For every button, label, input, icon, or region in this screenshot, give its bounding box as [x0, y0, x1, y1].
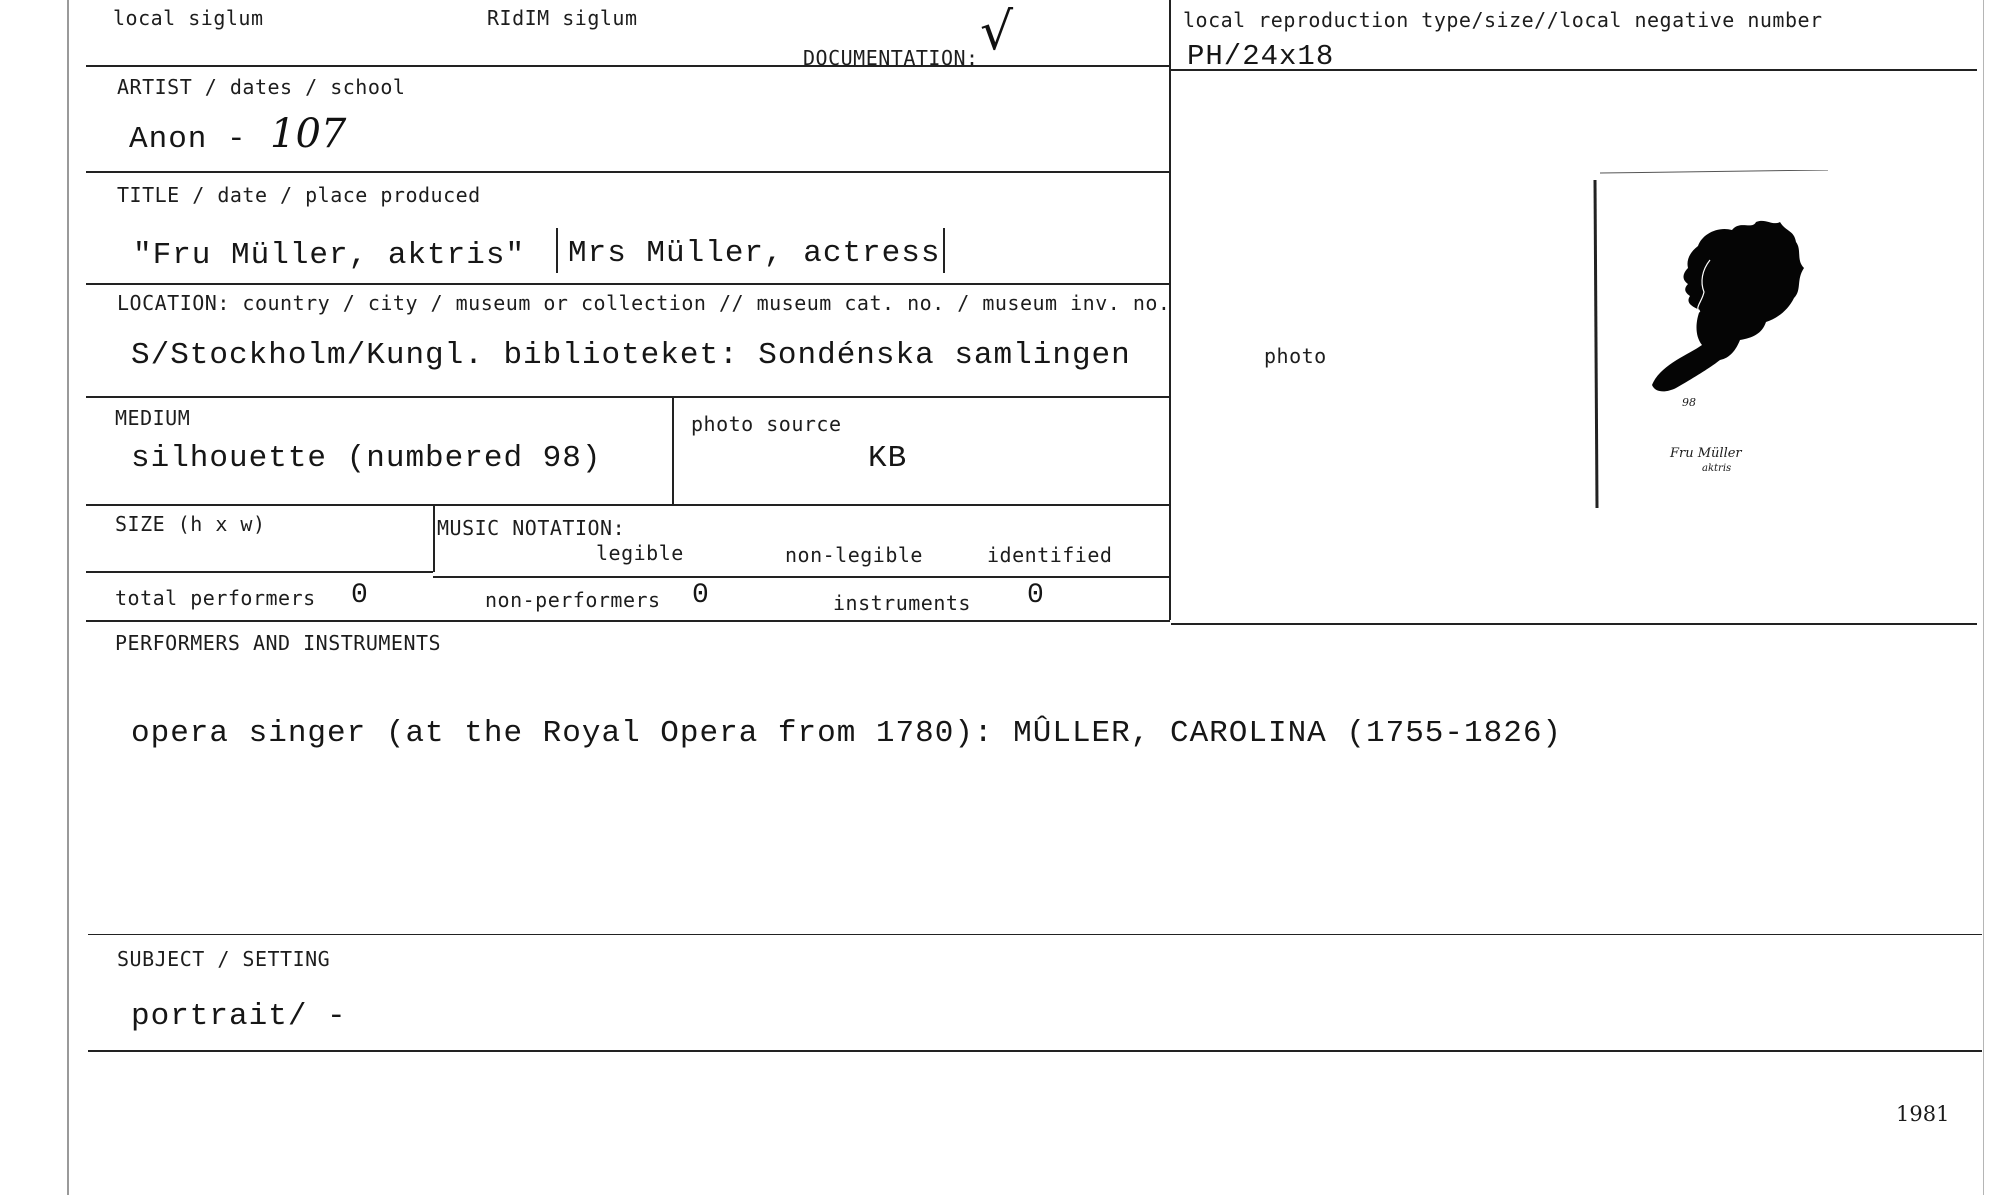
rule-title-bottom — [86, 283, 1170, 285]
performers-label: PERFORMERS AND INSTRUMENTS — [115, 631, 442, 655]
medium-label: MEDIUM — [115, 406, 191, 430]
ridim-siglum-label: RIdIM siglum — [487, 6, 638, 30]
rule-location-bottom — [86, 396, 1170, 398]
silhouette-caption-line2: aktris — [1702, 463, 1732, 474]
title-translation: Mrs Müller, actress — [568, 236, 941, 271]
size-label: SIZE (h x w) — [115, 512, 266, 536]
legible-label: legible — [596, 541, 684, 565]
rule-artist-bottom — [86, 171, 1170, 173]
medium-value: silhouette (numbered 98) — [131, 441, 602, 476]
artist-value: Anon - — [129, 122, 247, 157]
rule-size-divider — [433, 504, 435, 572]
artist-number: 107 — [270, 111, 347, 157]
reproduction-value: PH/24x18 — [1187, 40, 1335, 73]
year-stamp: 1981 — [1896, 1102, 1950, 1126]
photo-thumbnail — [1590, 170, 1830, 510]
subject-value: portrait/ - — [131, 999, 347, 1034]
title-value: "Fru Müller, aktris" — [133, 238, 526, 273]
instruments-value: 0 — [1027, 580, 1045, 611]
instruments-label: instruments — [833, 591, 971, 615]
reproduction-label: local reproduction type/size//local negative number — [1183, 8, 1823, 32]
non-performers-label: non-performers — [485, 588, 661, 612]
music-notation-label: MUSIC NOTATION: — [437, 516, 626, 540]
rule-notation-bottom — [433, 576, 1170, 578]
location-value: S/Stockholm/Kungl. biblioteket: Sondénska samlingen — [131, 338, 1131, 373]
silhouette-caption-line1: Fru Müller — [1670, 446, 1742, 461]
rule-subject-bottom — [88, 1050, 1982, 1052]
silhouette-portrait — [1652, 221, 1804, 392]
rule-counts-bottom — [86, 620, 1170, 622]
rule-size-bottom — [86, 571, 433, 573]
total-performers-label: total performers — [115, 586, 316, 610]
non-legible-label: non-legible — [785, 543, 923, 567]
rule-performers-bottom — [88, 934, 1982, 935]
photo-source-label: photo source — [691, 412, 842, 436]
location-label: LOCATION: country / city / museum or collection // museum cat. no. / museum inv. no. — [117, 291, 1171, 315]
non-performers-value: 0 — [692, 580, 710, 611]
identified-label: identified — [987, 543, 1113, 567]
rule-photo-bottom — [1171, 623, 1977, 625]
rule-medium-bottom — [86, 504, 1170, 506]
documentation-checkmark: √ — [980, 2, 1014, 62]
silhouette-number: 98 — [1682, 396, 1696, 409]
subject-label: SUBJECT / SETTING — [117, 947, 331, 971]
artist-label: ARTIST / dates / school — [117, 75, 406, 99]
photo-source-value: KB — [868, 441, 908, 476]
card-right-edge — [1983, 0, 1984, 1195]
title-translation-bracketed — [556, 228, 945, 273]
documentation-label: DOCUMENTATION: — [803, 46, 979, 70]
photo-label: photo — [1264, 344, 1327, 368]
performers-value: opera singer (at the Royal Opera from 1780): MÛLLER, CAROLINA (1755-1826) — [131, 716, 1563, 751]
total-performers-value: 0 — [351, 580, 369, 611]
card-left-edge — [67, 0, 69, 1195]
local-siglum-label: local siglum — [113, 6, 264, 30]
rule-top-sigla — [86, 65, 1171, 67]
rule-medium-divider — [672, 396, 674, 504]
title-label: TITLE / date / place produced — [117, 183, 481, 207]
